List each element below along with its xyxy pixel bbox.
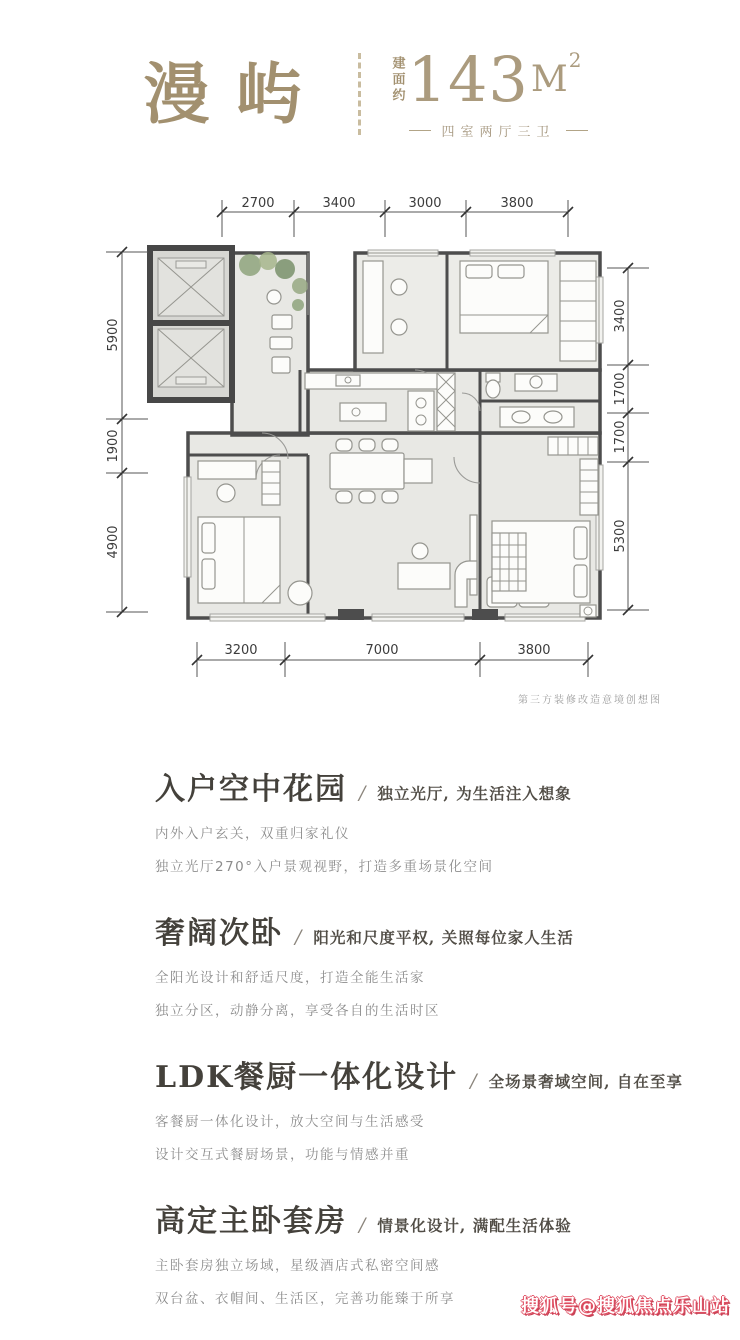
feature-subtitle: 独立光厅, 为生活注入想象 (377, 784, 572, 803)
area-unit: M (530, 58, 568, 100)
layout-row (409, 121, 587, 140)
feature-title: 入户空中花园 (155, 772, 347, 807)
feature-section-second-bedroom (155, 908, 605, 1028)
floorplan (0, 165, 740, 725)
floorplan-svg (0, 165, 740, 725)
dim-label: 3800 (500, 196, 534, 211)
elevator-icon (150, 258, 232, 387)
dim-label: 3800 (517, 643, 551, 658)
feature-section-entry-garden (155, 764, 605, 884)
chair-icon (391, 279, 407, 295)
dash-left (409, 130, 431, 131)
header (0, 34, 740, 154)
feature-line: 独立分区，动静分离，享受各自的生活时区 (155, 1003, 440, 1019)
chair-icon (382, 491, 398, 503)
feature-line: 全阳光设计和舒适尺度，打造全能生活家 (155, 970, 425, 986)
feature-title: 高定主卧套房 (155, 1204, 347, 1239)
feature-subtitle: 阳光和尺度平权, 关照每位家人生活 (313, 928, 574, 947)
wall-stub (338, 609, 364, 620)
vanity-icon (198, 461, 256, 479)
plan-caption: 第三方装修改造意境创想图 (518, 695, 662, 706)
counter-icon (305, 373, 453, 389)
slash-divider: / (470, 1070, 477, 1092)
slash-divider: / (359, 782, 366, 804)
dim-label: 3200 (224, 643, 258, 658)
wardrobe-icon (548, 437, 598, 455)
feature-heading (155, 908, 605, 952)
pouf-icon (288, 581, 312, 605)
feature-title: LDK餐厨一体化设计 (155, 1060, 459, 1095)
chair-icon (336, 491, 352, 503)
slash-divider: / (359, 1214, 366, 1236)
feature-heading (155, 1052, 683, 1096)
dim-label: 3000 (408, 196, 442, 211)
dimension-right (607, 263, 649, 615)
sohu-watermark: 搜狐号@搜狐焦点乐山站 (521, 1296, 730, 1317)
layout-label: 四室两厅三卫 (441, 124, 556, 140)
desk-icon (363, 261, 383, 353)
dim-label: 5900 (106, 318, 121, 352)
island-icon (340, 403, 386, 421)
area-block (389, 42, 607, 140)
feature-subtitle: 情景化设计, 满配生活体验 (377, 1216, 572, 1235)
dim-label: 2700 (241, 196, 275, 211)
slash-divider: / (295, 926, 302, 948)
dim-label: 1700 (613, 372, 628, 406)
chair-icon (359, 491, 375, 503)
feature-line: 设计交互式餐厨场景，功能与情感并重 (155, 1147, 410, 1163)
dim-label: 4900 (106, 525, 121, 559)
chair-icon (336, 439, 352, 451)
area-value: 143 (407, 42, 529, 116)
feature-line: 客餐厨一体化设计，放大空间与生活感受 (155, 1114, 425, 1130)
dim-label: 3400 (322, 196, 356, 211)
feature-line: 双台盆、衣帽间、生活区，完善功能臻于所享 (155, 1291, 455, 1307)
dimension-left (106, 247, 148, 617)
wardrobe-icon (580, 459, 598, 515)
double-vanity-icon (500, 407, 574, 427)
wall-stub (472, 609, 498, 620)
feature-heading (155, 764, 605, 808)
dimension-top (217, 196, 573, 237)
dim-label: 5300 (613, 519, 628, 553)
header-dashed-divider (358, 53, 361, 135)
dim-label: 7000 (365, 643, 399, 658)
feature-title: 奢阔次卧 (155, 916, 283, 951)
feature-section-ldk-kitchen (155, 1052, 683, 1172)
dim-label: 1700 (613, 420, 628, 454)
feature-line: 内外入户玄关，双重归家礼仪 (155, 826, 350, 842)
dining-table-icon (330, 453, 404, 489)
area-exponent: 2 (568, 47, 582, 72)
work-table-icon (398, 563, 450, 589)
feature-heading (155, 1196, 605, 1240)
area-prefix: 建面约 (389, 55, 405, 104)
chair-icon (382, 439, 398, 451)
plan-title: 漫屿 (143, 55, 328, 133)
chair-icon (359, 439, 375, 451)
dim-label: 1900 (106, 429, 121, 463)
chair-icon (412, 543, 428, 559)
dash-right (566, 130, 588, 131)
dim-label: 3400 (613, 299, 628, 333)
dimension-bottom (192, 642, 593, 677)
feature-line: 独立光厅270°入户景观视野，打造多重场景化空间 (155, 859, 494, 875)
closet-icon (560, 261, 596, 361)
master-bathroom (500, 407, 574, 427)
feature-line: 主卧套房独立场域，星级酒店式私密空间感 (155, 1258, 440, 1274)
garden-table-icon (267, 290, 281, 304)
feature-subtitle: 全场景奢域空间, 自在至享 (488, 1072, 683, 1091)
chair-icon (391, 319, 407, 335)
side-cabinet-icon (404, 459, 432, 483)
tv-console-icon (470, 515, 477, 595)
area-row (389, 42, 607, 116)
